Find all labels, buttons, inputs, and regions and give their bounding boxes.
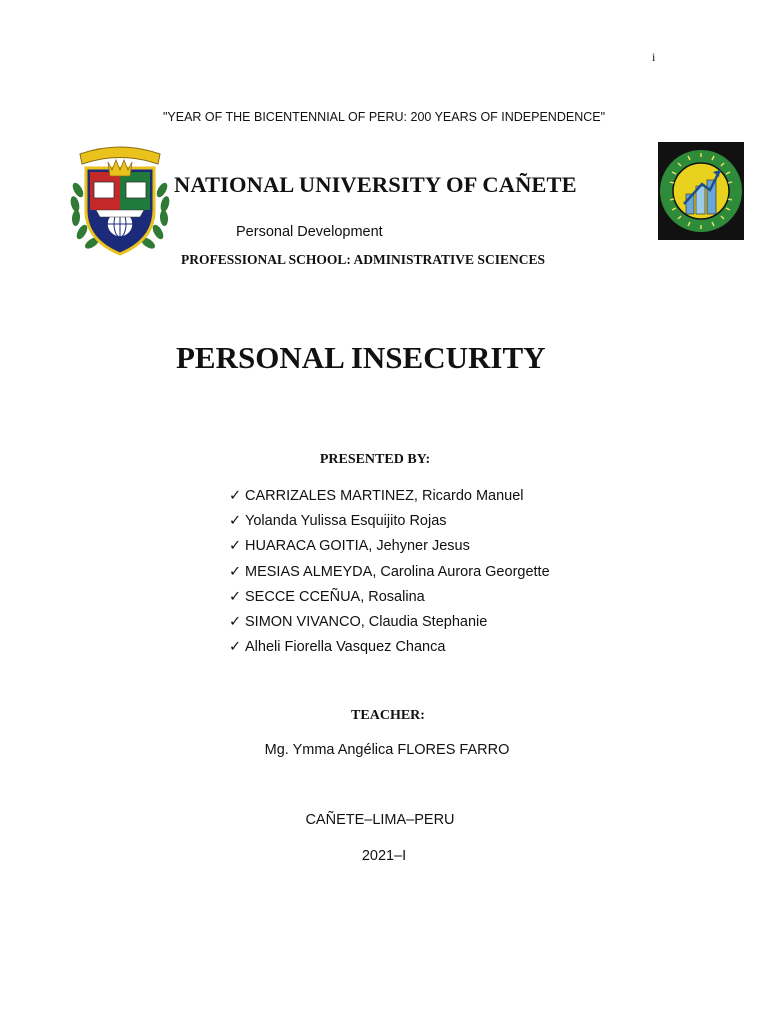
- check-icon: ✓: [229, 639, 242, 656]
- document-title: PERSONAL INSECURITY: [176, 340, 546, 375]
- professional-school: PROFESSIONAL SCHOOL: ADMINISTRATIVE SCIENCES: [181, 252, 545, 267]
- member-name: SECCE CCEÑUA, Rosalina: [245, 588, 425, 605]
- page-number: i: [652, 50, 656, 64]
- check-icon: ✓: [229, 488, 242, 504]
- course-name: Personal Development: [236, 224, 383, 240]
- motto-line: "YEAR OF THE BICENTENNIAL OF PERU: 200 YEARS OF INDEPENDENCE": [162, 110, 606, 124]
- teacher-name: Mg. Ymma Angélica FLORES FARRO: [264, 742, 510, 758]
- presented-by-heading: PRESENTED BY:: [319, 452, 431, 467]
- university-crest-icon: [66, 140, 174, 260]
- check-icon: ✓: [229, 513, 242, 530]
- teacher-heading: TEACHER:: [351, 708, 425, 723]
- check-icon: ✓: [229, 588, 242, 605]
- list-item: [229, 611, 550, 636]
- location-line: CAÑETE–LIMA–PERU: [305, 812, 455, 828]
- academic-year: 2021–I: [361, 848, 407, 864]
- university-name: NATIONAL UNIVERSITY OF CAÑETE: [174, 172, 577, 197]
- check-icon: ✓: [229, 563, 242, 580]
- member-name: HUARACA GOITIA, Jehyner Jesus: [245, 538, 470, 555]
- list-item: [229, 535, 550, 560]
- member-name: Alheli Fiorella Vasquez Chanca: [245, 639, 446, 656]
- list-item: [229, 636, 550, 661]
- list-item: [229, 561, 550, 586]
- member-name: CARRIZALES MARTINEZ, Ricardo Manuel: [245, 488, 524, 504]
- member-name: Yolanda Yulissa Esquijito Rojas: [245, 513, 447, 530]
- list-item: [229, 586, 550, 611]
- member-name: SIMON VIVANCO, Claudia Stephanie: [245, 613, 488, 630]
- member-name: MESIAS ALMEYDA, Carolina Aurora Georgette: [245, 563, 550, 580]
- check-icon: ✓: [229, 613, 242, 630]
- list-item: [229, 510, 550, 535]
- member-list: [229, 485, 550, 661]
- check-icon: ✓: [229, 538, 242, 555]
- list-item: [229, 485, 550, 510]
- faculty-seal-icon: [658, 142, 744, 240]
